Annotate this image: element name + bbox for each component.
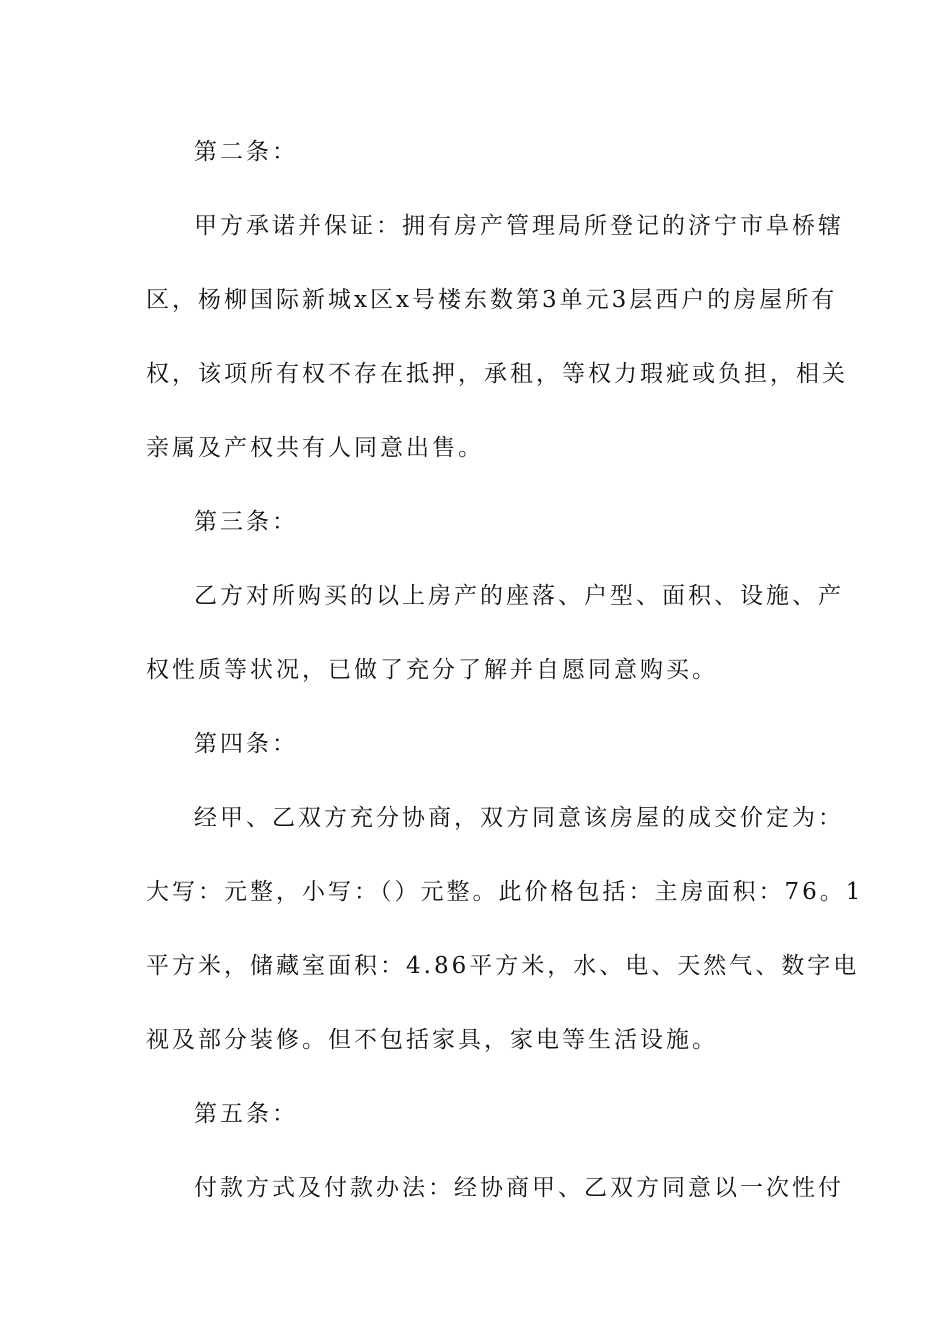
paragraph-line: 区，杨柳国际新城x区x号楼东数第3单元3层西户的房屋所有 <box>146 287 838 313</box>
paragraph-line: 权性质等状况，已做了充分了解并自愿同意购买。 <box>146 657 718 683</box>
paragraph-line: 甲方承诺并保证：拥有房产管理局所登记的济宁市阜桥辖 <box>194 213 844 239</box>
paragraph-line: 权，该项所有权不存在抵押，承租，等权力瑕疵或负担，相关 <box>146 361 848 387</box>
article-3-heading: 第三条： <box>194 509 298 535</box>
paragraph-line: 付款方式及付款办法：经协商甲、乙双方同意以一次性付 <box>194 1175 844 1201</box>
article-4-heading: 第四条： <box>194 731 298 757</box>
paragraph-line: 大写：元整，小写：（）元整。此价格包括：主房面积：76。1 <box>146 879 864 905</box>
paragraph-line: 平方米，储藏室面积：4.86平方米，水、电、天然气、数字电 <box>146 953 860 979</box>
paragraph-line: 经甲、乙双方充分协商，双方同意该房屋的成交价定为： <box>194 805 844 831</box>
article-5-heading: 第五条： <box>194 1101 298 1127</box>
article-2-heading: 第二条： <box>194 139 298 165</box>
paragraph-line: 乙方对所购买的以上房产的座落、户型、面积、设施、产 <box>194 583 844 609</box>
paragraph-line: 亲属及产权共有人同意出售。 <box>146 435 484 461</box>
paragraph-line: 视及部分装修。但不包括家具，家电等生活设施。 <box>146 1027 718 1053</box>
